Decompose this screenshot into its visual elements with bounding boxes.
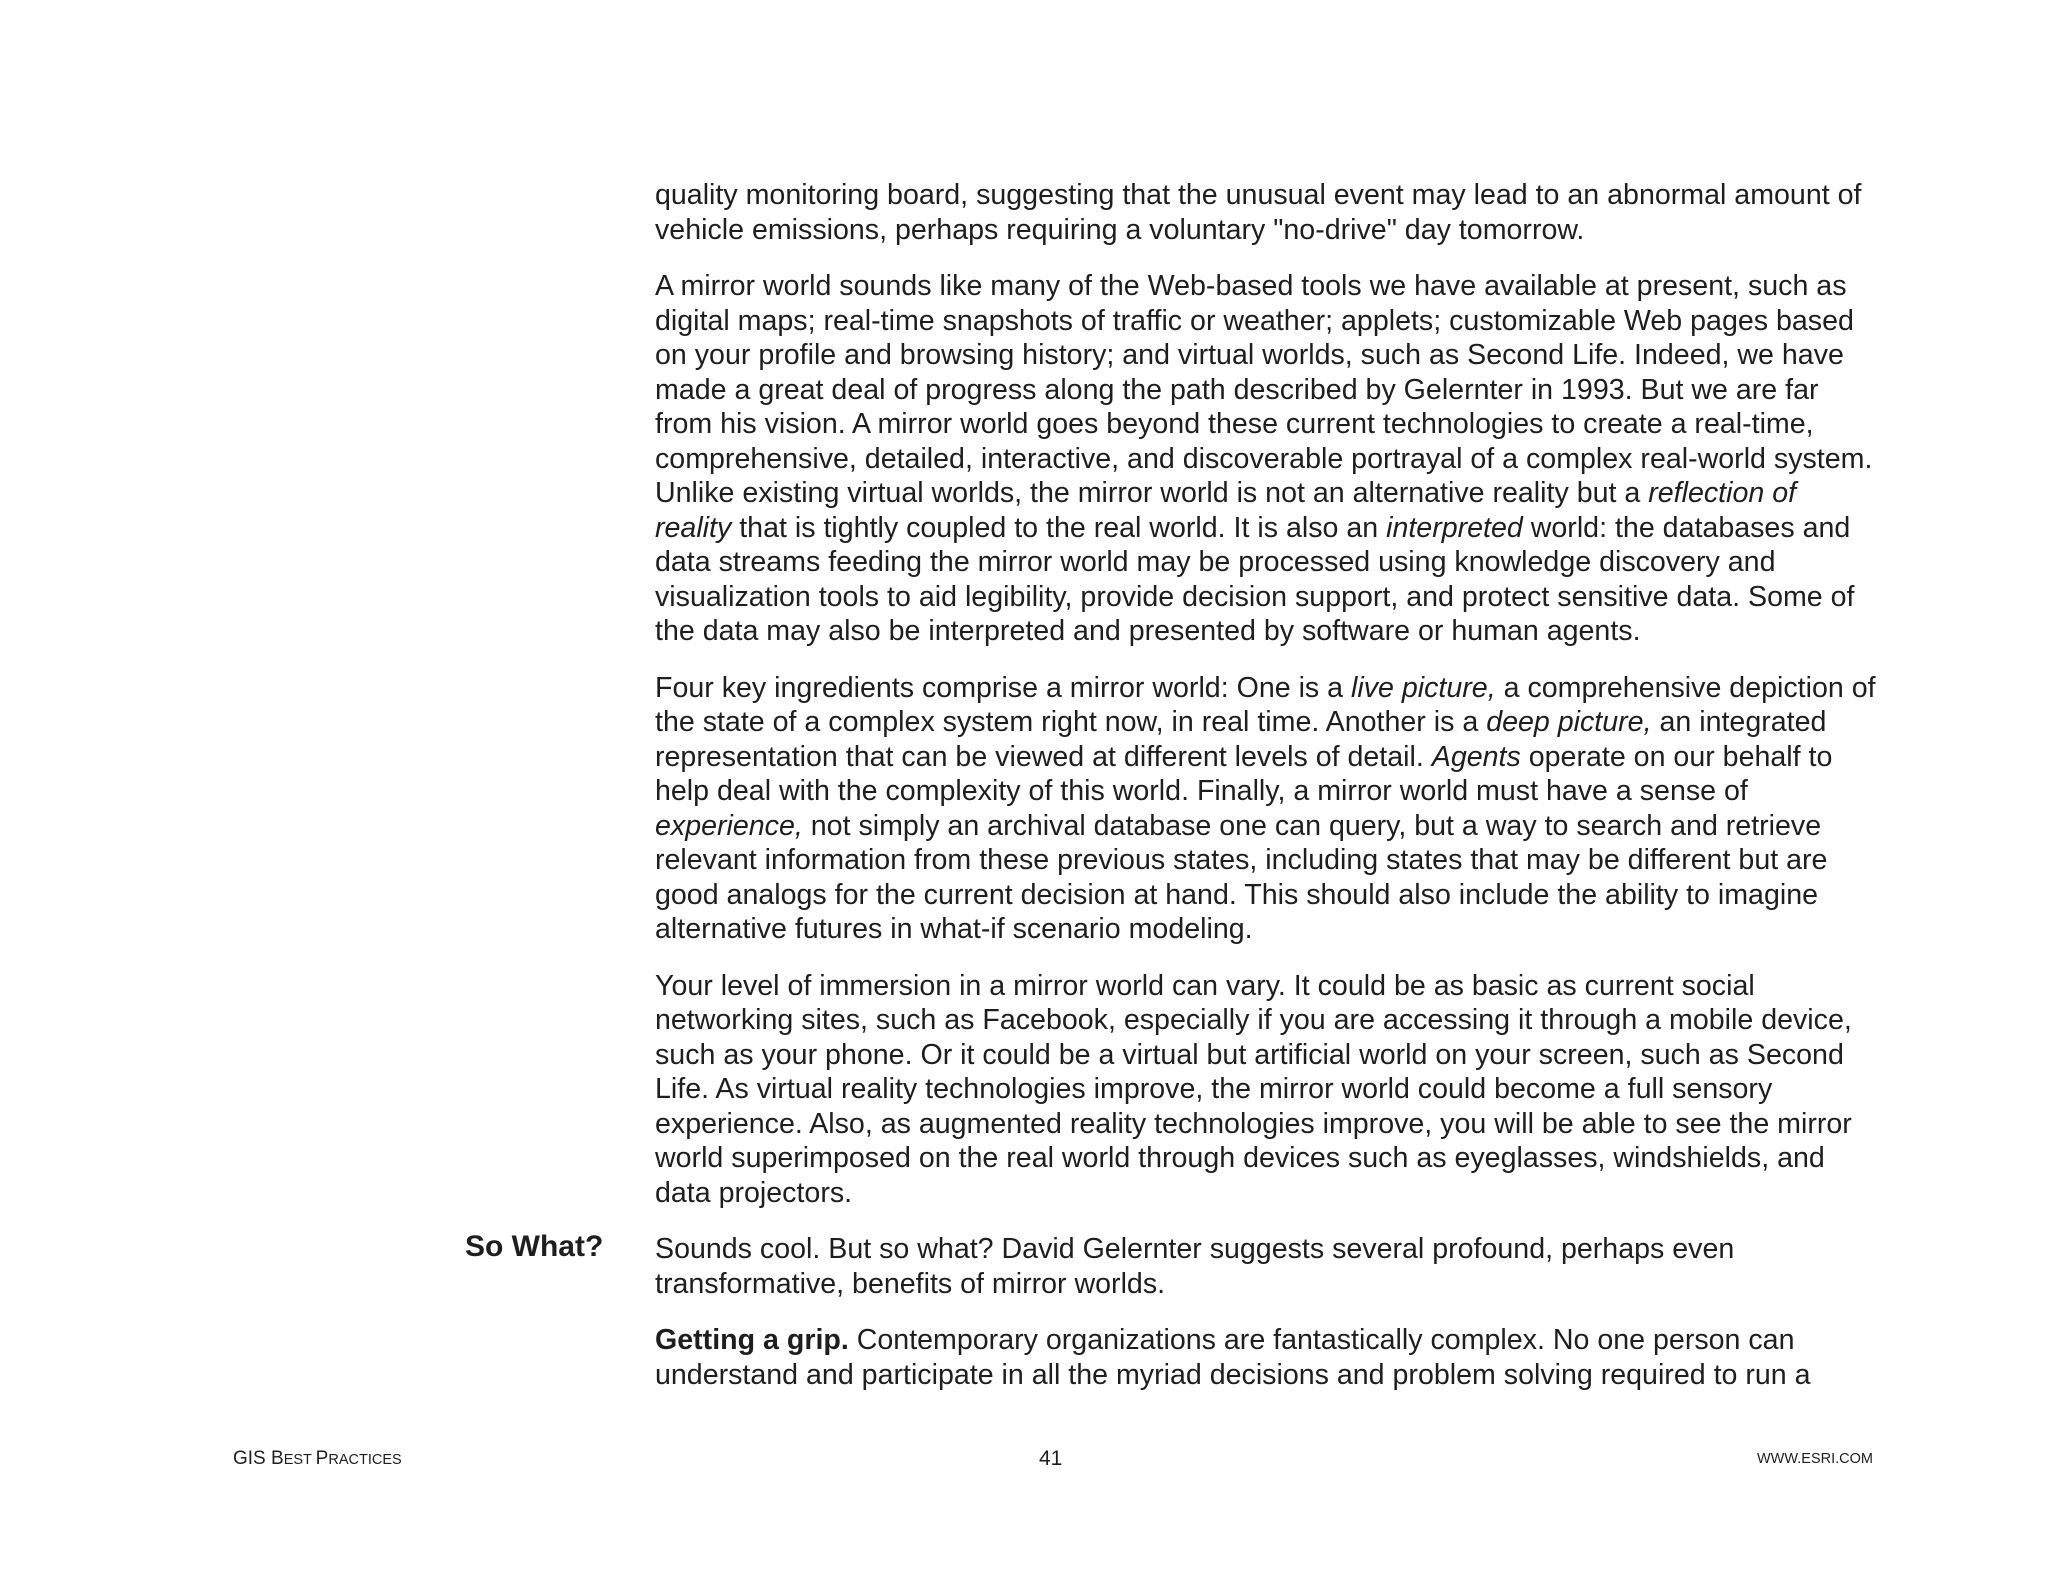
paragraph-2-text-c: world: the databases and data streams feeding the mirror world may be processed using knowledge discovery and visualization tools to aid legibility, provide decision support, and protect sensitive data. Some of the data may also be interpreted and presented by software or human agents.	[655, 511, 1855, 647]
paragraph-6-text: Contemporary organizations are fantastically complex. No one person can understand and participate in all the myriad decisions and problem solving required to run a	[655, 1324, 1811, 1391]
paragraph-2-text-b: that is tightly coupled to the real world. It is also an	[731, 511, 1387, 544]
page-number: 41	[1039, 1447, 1063, 1470]
paragraph-2	[655, 269, 1877, 649]
paragraph-3-text-e: not simply an archival database one can query, but a way to search and retrieve relevant information from these previous states, including states that may be different but are good analogs for the current decision at hand. This should also include the ability to imagine alternative futures in what-if scenario modeling.	[655, 809, 1828, 945]
paragraph-3-emphasis-4: experience,	[655, 809, 803, 842]
paragraph-6-run-in-heading: Getting a grip.	[655, 1324, 849, 1356]
footer-title-part: P	[315, 1448, 329, 1469]
paragraph-2-emphasis-1: reflection of reality	[655, 477, 1797, 544]
footer-website: WWW.ESRI.COM	[1757, 1451, 1873, 1467]
paragraph-3-text-d: operate on our behalf to help deal with the complexity of this world. Finally, a mirror world must have a sense of	[655, 740, 1833, 807]
paragraph-4: Your level of immersion in a mirror world can vary. It could be as basic as current social networking sites, such as Facebook, especially if you are accessing it through a mobile device, such as your phone. Or it could be a virtual but artificial world on your screen, such as Second Life. As virtual reality technologies improve, the mirror world could become a full sensory experience. Also, as augmented reality technologies improve, you will be able to see the mirror world superimposed on the real world through devices such as eyeglasses, windshields, and data projectors.	[655, 969, 1852, 1209]
footer-title-part: B	[271, 1448, 284, 1469]
footer-book-title	[233, 1448, 402, 1471]
paragraph-3-emphasis-1: live picture,	[1351, 671, 1496, 704]
paragraph-3-emphasis-3: Agents	[1431, 740, 1521, 773]
footer-title-part: EST	[283, 1452, 316, 1468]
paragraph-3	[655, 671, 1877, 947]
paragraph-6	[655, 1323, 1877, 1392]
footer-title-part: RACTICES	[328, 1452, 402, 1468]
paragraph-3-text-a: Four key ingredients comprise a mirror world: One is a	[655, 671, 1352, 704]
main-text-column	[655, 178, 1877, 1414]
paragraph-1: quality monitoring board, suggesting that the unusual event may lead to an abnormal amount of vehicle emissions, perhaps requiring a voluntary "no-drive" day tomorrow.	[655, 179, 1862, 246]
paragraph-3-emphasis-2: deep picture,	[1486, 706, 1652, 738]
paragraph-3-text-b: a comprehensive depiction of the state of a complex system right now, in real time. Another is a	[655, 671, 1876, 738]
paragraph-5: Sounds cool. But so what? David Gelernter suggests several profound, perhaps even transformative, benefits of mirror worlds.	[655, 1233, 1735, 1300]
side-heading: So What?	[465, 1230, 604, 1263]
paragraph-2-emphasis-2: interpreted	[1386, 511, 1523, 544]
paragraph-2-text-a: A mirror world sounds like many of the Web-based tools we have available at present, such as digital maps; real-time snapshots of traffic or weather; applets; customizable Web pages based on your profile and browsing history; and virtual worlds, such as Second Life. Indeed, we have made a great deal of progress along the path described by Gelernter in 1993. But we are far from his vision. A mirror world goes beyond these current technologies to create a real-time, comprehensive, detailed, interactive, and discoverable portrayal of a complex real-world system. Unlike existing virtual worlds, the mirror world is not an alternative reality but a	[655, 270, 1873, 509]
footer-title-part: GIS	[233, 1448, 272, 1469]
paragraph-3-text-c: an integrated representation that can be viewed at different levels of detail.	[655, 706, 1827, 773]
